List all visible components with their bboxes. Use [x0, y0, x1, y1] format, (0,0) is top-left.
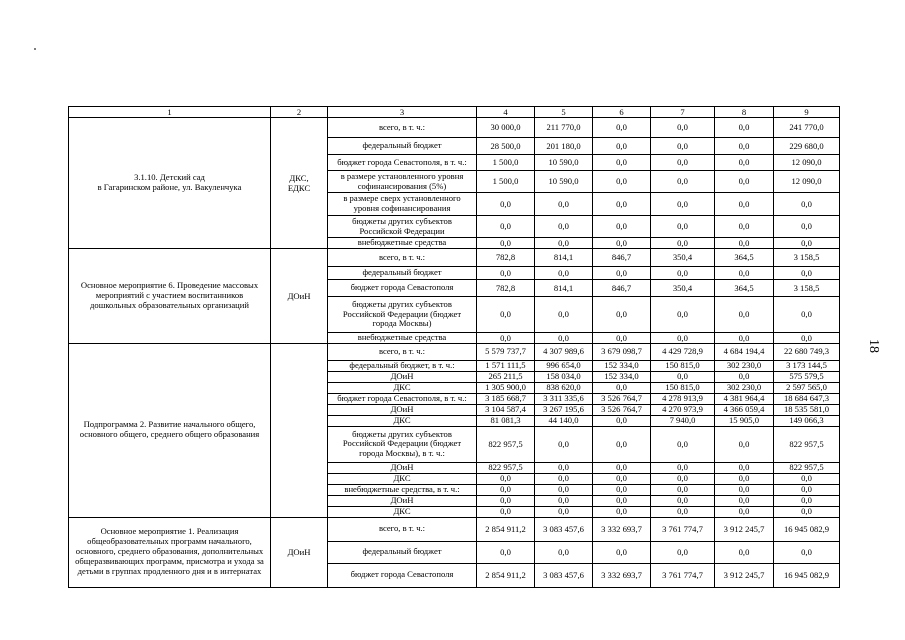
value-cell: 0,0: [774, 267, 840, 280]
value-cell: 4 270 973,9: [651, 404, 715, 415]
value-cell: 0,0: [593, 155, 651, 171]
value-cell: 4 366 059,4: [715, 404, 774, 415]
value-cell: 3 526 764,7: [593, 404, 651, 415]
value-cell: 302 230,0: [715, 382, 774, 393]
header-cell: 7: [651, 107, 715, 118]
program-name: Основное мероприятие 1. Реализация общеобразовательных программ начального, основного, среднего образования, дополнительных общеразвивающих программ, присмотра и ухода за детьми в группах продленного дня и в интернатах: [69, 517, 271, 587]
value-cell: 0,0: [593, 333, 651, 344]
value-cell: 782,8: [477, 280, 535, 297]
value-cell: 350,4: [651, 249, 715, 267]
value-cell: 158 034,0: [535, 371, 593, 382]
value-cell: 0,0: [774, 297, 840, 333]
table-row: [69, 517, 840, 541]
value-cell: 1 571 111,5: [477, 360, 535, 371]
value-cell: 12 090,0: [774, 171, 840, 193]
value-cell: 0,0: [535, 495, 593, 506]
funding-source: федеральный бюджет, в т. ч.:: [328, 360, 477, 371]
value-cell: 0,0: [593, 193, 651, 216]
value-cell: 822 957,5: [477, 462, 535, 473]
value-cell: 0,0: [774, 484, 840, 495]
value-cell: 822 957,5: [774, 462, 840, 473]
value-cell: 0,0: [715, 155, 774, 171]
value-cell: 3 761 774,7: [651, 563, 715, 587]
table-row: [69, 118, 840, 138]
value-cell: 4 429 728,9: [651, 343, 715, 360]
program-name: Подпрограмма 2. Развитие начального общего, основного общего, среднего общего образования: [69, 343, 271, 517]
value-cell: 0,0: [651, 171, 715, 193]
value-cell: 0,0: [535, 473, 593, 484]
value-cell: 0,0: [715, 171, 774, 193]
value-cell: 0,0: [593, 473, 651, 484]
value-cell: 0,0: [774, 473, 840, 484]
funding-source: бюджеты других субъектов Российской Федерации (бюджет города Москвы), в т. ч.:: [328, 426, 477, 462]
value-cell: 0,0: [715, 506, 774, 517]
value-cell: 0,0: [715, 118, 774, 138]
value-cell: 0,0: [593, 415, 651, 426]
value-cell: 18 535 581,0: [774, 404, 840, 415]
value-cell: 0,0: [651, 297, 715, 333]
value-cell: 152 334,0: [593, 371, 651, 382]
funding-source: ДОиН: [328, 371, 477, 382]
value-cell: 0,0: [535, 506, 593, 517]
value-cell: 4 307 989,6: [535, 343, 593, 360]
value-cell: 201 180,0: [535, 138, 593, 155]
funding-source: всего, в т. ч.:: [328, 517, 477, 541]
value-cell: 822 957,5: [477, 426, 535, 462]
header-cell: 8: [715, 107, 774, 118]
value-cell: 229 680,0: [774, 138, 840, 155]
value-cell: 0,0: [477, 238, 535, 249]
value-cell: 0,0: [593, 267, 651, 280]
value-cell: 350,4: [651, 280, 715, 297]
value-cell: 1 500,0: [477, 155, 535, 171]
value-cell: 4 278 913,9: [651, 393, 715, 404]
value-cell: 0,0: [651, 484, 715, 495]
value-cell: 0,0: [593, 541, 651, 563]
value-cell: 0,0: [715, 473, 774, 484]
value-cell: 1 305 900,0: [477, 382, 535, 393]
funding-source: в размере сверх установленного уровня софинансирования: [328, 193, 477, 216]
value-cell: 0,0: [651, 216, 715, 238]
value-cell: 0,0: [535, 333, 593, 344]
value-cell: 0,0: [651, 495, 715, 506]
funding-source: бюджет города Севастополя: [328, 563, 477, 587]
value-cell: 0,0: [535, 216, 593, 238]
executor-cell: ДОиН: [271, 517, 328, 587]
value-cell: 782,8: [477, 249, 535, 267]
funding-source: в размере установленного уровня софинансирования (5%): [328, 171, 477, 193]
value-cell: 5 579 737,7: [477, 343, 535, 360]
value-cell: 22 680 749,3: [774, 343, 840, 360]
value-cell: 3 083 457,6: [535, 563, 593, 587]
value-cell: 2 854 911,2: [477, 517, 535, 541]
value-cell: 302 230,0: [715, 360, 774, 371]
value-cell: 10 590,0: [535, 155, 593, 171]
value-cell: 0,0: [715, 462, 774, 473]
value-cell: 0,0: [477, 506, 535, 517]
value-cell: 152 334,0: [593, 360, 651, 371]
value-cell: 838 620,0: [535, 382, 593, 393]
header-cell: 3: [328, 107, 477, 118]
value-cell: 3 267 195,6: [535, 404, 593, 415]
value-cell: 0,0: [715, 426, 774, 462]
value-cell: 4 381 964,4: [715, 393, 774, 404]
value-cell: 0,0: [651, 426, 715, 462]
value-cell: 0,0: [651, 473, 715, 484]
value-cell: 0,0: [593, 216, 651, 238]
value-cell: 10 590,0: [535, 171, 593, 193]
value-cell: 3 679 098,7: [593, 343, 651, 360]
value-cell: 0,0: [715, 333, 774, 344]
value-cell: 15 905,0: [715, 415, 774, 426]
value-cell: 996 654,0: [535, 360, 593, 371]
value-cell: 12 090,0: [774, 155, 840, 171]
value-cell: 0,0: [715, 193, 774, 216]
value-cell: 0,0: [651, 238, 715, 249]
value-cell: 0,0: [477, 216, 535, 238]
funding-source: ДКС: [328, 415, 477, 426]
value-cell: 3 083 457,6: [535, 517, 593, 541]
value-cell: 0,0: [535, 238, 593, 249]
value-cell: 0,0: [593, 118, 651, 138]
value-cell: 0,0: [593, 426, 651, 462]
value-cell: 0,0: [651, 462, 715, 473]
value-cell: 0,0: [477, 484, 535, 495]
funding-source: внебюджетные средства: [328, 333, 477, 344]
value-cell: 150 815,0: [651, 360, 715, 371]
value-cell: 846,7: [593, 249, 651, 267]
value-cell: 0,0: [774, 506, 840, 517]
value-cell: 0,0: [477, 541, 535, 563]
executor-cell: [271, 343, 328, 517]
value-cell: 30 000,0: [477, 118, 535, 138]
value-cell: 364,5: [715, 280, 774, 297]
funding-source: всего, в т. ч.:: [328, 118, 477, 138]
funding-source: ДКС: [328, 382, 477, 393]
budget-table: [68, 106, 840, 588]
value-cell: 0,0: [774, 216, 840, 238]
value-cell: 0,0: [535, 297, 593, 333]
value-cell: 3 912 245,7: [715, 517, 774, 541]
value-cell: 265 211,5: [477, 371, 535, 382]
value-cell: 814,1: [535, 249, 593, 267]
value-cell: 0,0: [651, 541, 715, 563]
value-cell: 0,0: [715, 541, 774, 563]
value-cell: 149 066,3: [774, 415, 840, 426]
value-cell: 3 311 335,6: [535, 393, 593, 404]
value-cell: 0,0: [593, 238, 651, 249]
value-cell: 0,0: [593, 506, 651, 517]
header-cell: 6: [593, 107, 651, 118]
value-cell: 0,0: [651, 118, 715, 138]
value-cell: 0,0: [477, 495, 535, 506]
value-cell: 575 579,5: [774, 371, 840, 382]
funding-source: всего, в т. ч.:: [328, 249, 477, 267]
funding-source: ДКС: [328, 506, 477, 517]
value-cell: 0,0: [535, 541, 593, 563]
value-cell: 7 940,0: [651, 415, 715, 426]
value-cell: 0,0: [715, 484, 774, 495]
value-cell: 814,1: [535, 280, 593, 297]
header-cell: 9: [774, 107, 840, 118]
value-cell: 0,0: [715, 267, 774, 280]
value-cell: 81 081,3: [477, 415, 535, 426]
value-cell: 0,0: [593, 297, 651, 333]
value-cell: 0,0: [651, 267, 715, 280]
funding-source: федеральный бюджет: [328, 267, 477, 280]
value-cell: 0,0: [774, 238, 840, 249]
value-cell: 16 945 082,9: [774, 517, 840, 541]
value-cell: 0,0: [715, 371, 774, 382]
value-cell: 3 912 245,7: [715, 563, 774, 587]
value-cell: 0,0: [774, 333, 840, 344]
value-cell: 16 945 082,9: [774, 563, 840, 587]
value-cell: 0,0: [593, 138, 651, 155]
value-cell: 846,7: [593, 280, 651, 297]
funding-source: ДКС: [328, 473, 477, 484]
value-cell: 18 684 647,3: [774, 393, 840, 404]
value-cell: 0,0: [593, 171, 651, 193]
value-cell: 0,0: [477, 473, 535, 484]
funding-source: федеральный бюджет: [328, 541, 477, 563]
value-cell: 0,0: [651, 333, 715, 344]
funding-source: федеральный бюджет: [328, 138, 477, 155]
funding-source: бюджеты других субъектов Российской Федерации: [328, 216, 477, 238]
value-cell: 3 158,5: [774, 280, 840, 297]
funding-source: ДОиН: [328, 404, 477, 415]
value-cell: 44 140,0: [535, 415, 593, 426]
value-cell: 3 526 764,7: [593, 393, 651, 404]
value-cell: 3 332 693,7: [593, 517, 651, 541]
value-cell: 3 332 693,7: [593, 563, 651, 587]
funding-source: внебюджетные средства: [328, 238, 477, 249]
value-cell: 0,0: [715, 138, 774, 155]
value-cell: 0,0: [715, 216, 774, 238]
value-cell: 3 173 144,5: [774, 360, 840, 371]
scan-dot: [34, 48, 36, 50]
header-cell: 2: [271, 107, 328, 118]
header-cell: 1: [69, 107, 271, 118]
value-cell: 0,0: [535, 267, 593, 280]
value-cell: 2 854 911,2: [477, 563, 535, 587]
value-cell: 822 957,5: [774, 426, 840, 462]
value-cell: 0,0: [774, 495, 840, 506]
value-cell: 28 500,0: [477, 138, 535, 155]
value-cell: 0,0: [593, 462, 651, 473]
executor-cell: ДКС, ЕДКС: [271, 118, 328, 249]
table-row: [69, 343, 840, 360]
value-cell: 211 770,0: [535, 118, 593, 138]
funding-source: ДОиН: [328, 495, 477, 506]
funding-source: бюджет города Севастополя: [328, 280, 477, 297]
value-cell: 0,0: [593, 495, 651, 506]
value-cell: 0,0: [651, 138, 715, 155]
table-row: [69, 249, 840, 267]
funding-source: внебюджетные средства, в т. ч.:: [328, 484, 477, 495]
value-cell: 0,0: [651, 155, 715, 171]
value-cell: 0,0: [477, 267, 535, 280]
funding-source: бюджет города Севастополя, в т. ч.:: [328, 155, 477, 171]
value-cell: 0,0: [535, 193, 593, 216]
value-cell: 0,0: [774, 193, 840, 216]
page-number: 18: [866, 339, 881, 353]
value-cell: 2 597 565,0: [774, 382, 840, 393]
value-cell: 241 770,0: [774, 118, 840, 138]
value-cell: 0,0: [535, 462, 593, 473]
value-cell: 0,0: [651, 506, 715, 517]
program-name: 3.1.10. Детский сад в Гагаринском районе, ул. Вакуленчука: [69, 118, 271, 249]
value-cell: 1 500,0: [477, 171, 535, 193]
value-cell: 150 815,0: [651, 382, 715, 393]
header-cell: 4: [477, 107, 535, 118]
value-cell: 0,0: [593, 382, 651, 393]
value-cell: 3 761 774,7: [651, 517, 715, 541]
value-cell: 0,0: [593, 484, 651, 495]
value-cell: 4 684 194,4: [715, 343, 774, 360]
value-cell: 3 104 587,4: [477, 404, 535, 415]
funding-source: бюджет города Севастополя, в т. ч.:: [328, 393, 477, 404]
value-cell: 0,0: [477, 193, 535, 216]
value-cell: 0,0: [715, 495, 774, 506]
value-cell: 0,0: [477, 333, 535, 344]
header-row: [69, 107, 840, 118]
value-cell: 364,5: [715, 249, 774, 267]
value-cell: 0,0: [535, 484, 593, 495]
program-name: Основное мероприятие 6. Проведение массовых мероприятий с участием воспитанников дошкольных образовательных организаций: [69, 249, 271, 344]
value-cell: 0,0: [715, 297, 774, 333]
value-cell: 0,0: [774, 541, 840, 563]
funding-source: всего, в т. ч.:: [328, 343, 477, 360]
value-cell: 3 158,5: [774, 249, 840, 267]
value-cell: 0,0: [715, 238, 774, 249]
funding-source: бюджеты других субъектов Российской Федерации (бюджет города Москвы): [328, 297, 477, 333]
header-cell: 5: [535, 107, 593, 118]
funding-source: ДОиН: [328, 462, 477, 473]
value-cell: 0,0: [477, 297, 535, 333]
executor-cell: ДОиН: [271, 249, 328, 344]
value-cell: 0,0: [651, 371, 715, 382]
value-cell: 0,0: [651, 193, 715, 216]
value-cell: 3 185 668,7: [477, 393, 535, 404]
value-cell: 0,0: [535, 426, 593, 462]
